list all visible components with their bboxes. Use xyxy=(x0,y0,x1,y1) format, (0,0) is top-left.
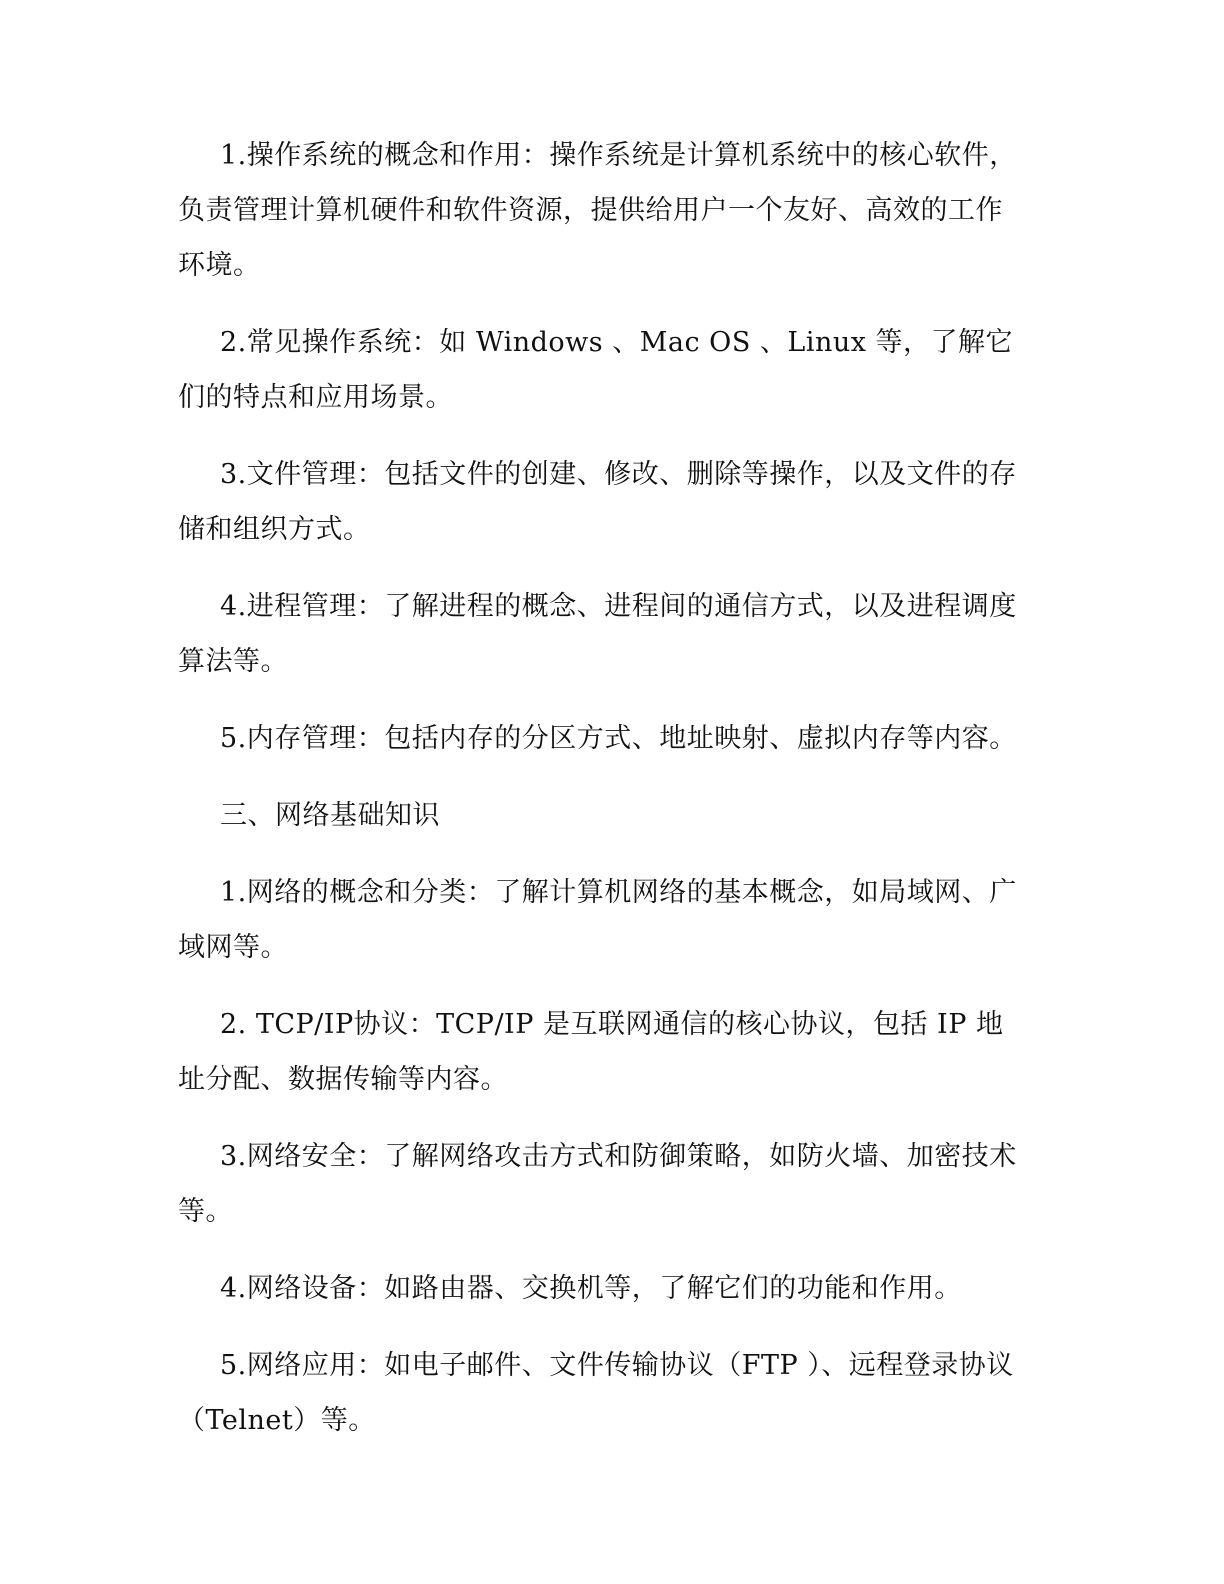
paragraph-os-concept: 1.操作系统的概念和作用：操作系统是计算机系统中的核心软件，负责管理计算机硬件和软件资源，提供给用户一个友好、高效的工作环境。 xyxy=(178,140,1017,281)
paragraph-common-os: 2.常见操作系统：如 Windows 、Mac OS 、Linux 等，了解它们的特点和应用场景。 xyxy=(178,327,1014,413)
paragraph-tcp-ip: 2. TCP/IP协议：TCP/IP 是互联网通信的核心协议，包括 IP 地址分配、数据传输等内容。 xyxy=(178,1009,1004,1095)
section-heading-network: 三、网络基础知识 xyxy=(220,800,440,831)
paragraph-network-concept: 1.网络的概念和分类：了解计算机网络的基本概念，如局域网、广域网等。 xyxy=(178,877,1017,963)
paragraph-network-devices: 4.网络设备：如路由器、交换机等，了解它们的功能和作用。 xyxy=(220,1273,962,1304)
document-page xyxy=(178,128,1024,1470)
paragraph-memory-management: 5.内存管理：包括内存的分区方式、地址映射、虚拟内存等内容。 xyxy=(220,723,1017,754)
paragraph-process-management: 4.进程管理：了解进程的概念、进程间的通信方式，以及进程调度算法等。 xyxy=(178,591,1017,677)
paragraph-network-security: 3.网络安全：了解网络攻击方式和防御策略，如防火墙、加密技术等。 xyxy=(178,1141,1017,1227)
paragraph-network-applications: 5.网络应用：如电子邮件、文件传输协议（FTP ）、远程登录协议（Telnet）等。 xyxy=(178,1350,1014,1436)
paragraph-file-management: 3.文件管理：包括文件的创建、修改、删除等操作，以及文件的存储和组织方式。 xyxy=(178,459,1017,545)
